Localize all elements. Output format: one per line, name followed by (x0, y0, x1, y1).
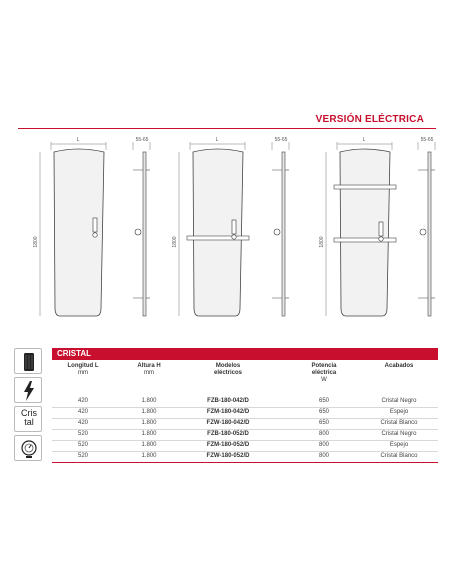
depth-dimension-label: 55-65 (274, 137, 288, 143)
title-rule (18, 128, 436, 129)
cell-height: 1.800 (141, 431, 157, 437)
technical-drawings (0, 130, 452, 345)
cell-model: FZW-180-052/D (206, 453, 250, 459)
drawings-svg (0, 130, 452, 345)
cell-length: 420 (77, 420, 88, 426)
cell-model: FZM-180-052/D (206, 442, 250, 448)
col-head-length (66, 363, 100, 377)
table-bottom-rule (52, 462, 438, 463)
col-head-length-unit: mm (78, 370, 88, 376)
cell-finish: Cristal Negro (381, 398, 417, 404)
cristal-material-icon (14, 406, 42, 432)
table-section-title: CRISTAL (52, 348, 438, 360)
height-dimension-label: 1800 (33, 236, 39, 248)
cristal-icon-top: Cris (21, 408, 37, 418)
col-head-models (206, 363, 250, 377)
width-dimension-label: L (76, 137, 80, 143)
col-head-power-label: Potencia eléctrica (311, 363, 337, 376)
col-head-finish-label: Acabados (384, 363, 414, 369)
cell-length: 520 (77, 453, 88, 459)
cell-finish: Cristal Negro (381, 431, 417, 437)
cell-model: FZB-180-052/D (207, 431, 249, 437)
cell-power: 650 (318, 398, 329, 404)
drawing-1-no-bar (33, 137, 150, 316)
towel-bar (187, 236, 249, 240)
radiator-panel-icon (14, 348, 42, 374)
cell-finish: Espejo (389, 442, 409, 448)
cell-power: 800 (318, 453, 329, 459)
col-head-height (132, 363, 166, 377)
depth-dimension-label: 55-65 (420, 137, 434, 143)
cell-power: 800 (318, 442, 329, 448)
cell-height: 1.800 (141, 442, 157, 448)
drawing-2-one-bar (172, 137, 289, 316)
cell-height: 1.800 (141, 398, 157, 404)
thermostat-dial-icon (14, 435, 42, 461)
col-head-finish (374, 363, 424, 370)
cell-power: 800 (318, 431, 329, 437)
col-head-power-unit: W (321, 377, 327, 383)
lightning-bolt-icon (14, 377, 42, 403)
version-title: VERSIÓN ELÉCTRICA (315, 114, 424, 125)
cell-power: 650 (318, 409, 329, 415)
cell-model: FZM-180-042/D (206, 409, 250, 415)
cell-height: 1.800 (141, 453, 157, 459)
cell-model: FZB-180-042/D (207, 398, 249, 404)
col-head-length-label: Longitud L (67, 363, 99, 369)
cell-height: 1.800 (141, 409, 157, 415)
cell-finish: Cristal Blanco (380, 420, 418, 426)
cristal-icon-bottom: tal (24, 417, 34, 427)
col-head-power (307, 363, 341, 384)
cell-power: 650 (318, 420, 329, 426)
col-head-height-unit: mm (144, 370, 154, 376)
panel-outline (54, 149, 104, 316)
width-dimension-label: L (362, 137, 366, 143)
width-dimension-label: L (215, 137, 219, 143)
cell-height: 1.800 (141, 420, 157, 426)
thermostat-box (93, 218, 97, 232)
height-dimension-label: 1800 (319, 236, 325, 248)
cell-length: 520 (77, 442, 88, 448)
col-head-height-label: Altura H (137, 363, 161, 369)
cell-length: 420 (77, 409, 88, 415)
height-dimension-label: 1800 (172, 236, 178, 248)
drawing-3-two-bars (319, 137, 435, 316)
cell-length: 520 (77, 431, 88, 437)
cell-finish: Espejo (389, 409, 409, 415)
cell-model: FZW-180-042/D (206, 420, 250, 426)
towel-bar-top (334, 185, 396, 189)
towel-bar-middle (334, 238, 396, 242)
depth-dimension-label: 55-65 (135, 137, 149, 143)
cell-length: 420 (77, 398, 88, 404)
col-head-models-label: Modelos eléctricos (213, 363, 243, 376)
cell-finish: Cristal Blanco (380, 453, 418, 459)
